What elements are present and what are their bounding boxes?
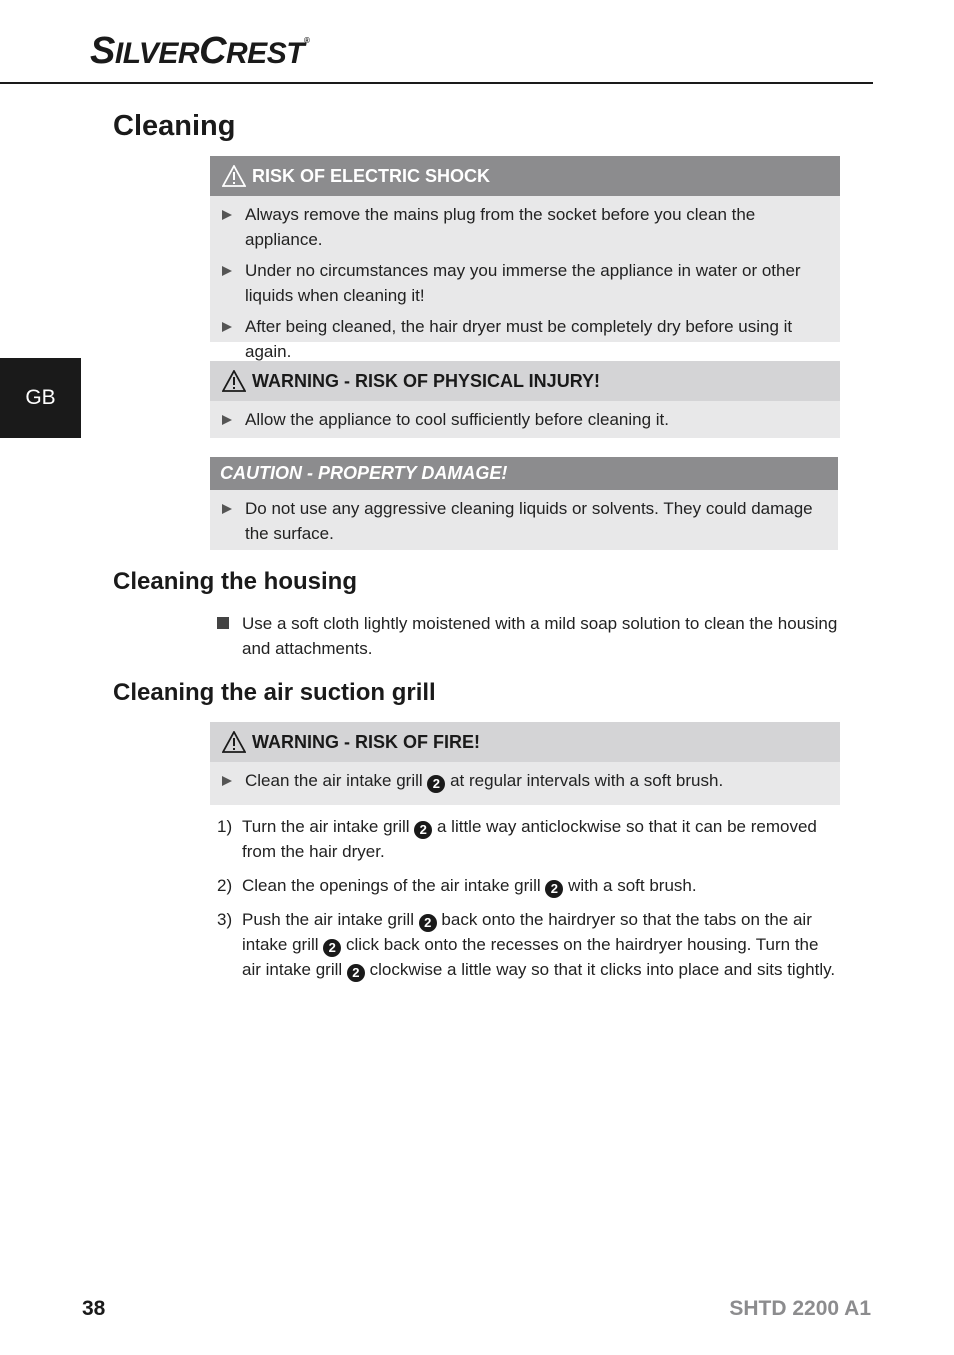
bullet-arrow-icon [222, 504, 232, 514]
list-item: Always remove the mains plug from the socket before you clean the appliance. [210, 202, 830, 252]
electric-shock-list [210, 196, 840, 370]
part-number-badge: 2 [427, 775, 445, 793]
fire-warning-box [210, 722, 840, 805]
part-number-badge: 2 [414, 821, 432, 839]
fire-warning-heading: WARNING - RISK OF FIRE! [210, 722, 840, 762]
housing-section [217, 611, 842, 661]
model-number: SHTD 2200 A1 [729, 1297, 871, 1320]
grill-steps [217, 814, 842, 991]
language-tab: GB [0, 358, 81, 438]
list-item: Do not use any aggressive cleaning liquids or solvents. They could damage the surface. [210, 496, 828, 546]
property-damage-box [210, 457, 838, 550]
bullet-arrow-icon [222, 266, 232, 276]
list-item: Clean the air intake grill 2 at regular intervals with a soft brush. [210, 768, 830, 793]
list-item: Under no circumstances may you immerse the appliance in water or other liquids when cleaning it! [210, 258, 830, 308]
bullet-arrow-icon [222, 415, 232, 425]
step-item: 3) Push the air intake grill 2 back onto the hairdryer so that the tabs on the air intake grill 2 click back onto the recesses on the hairdryer housing. Turn the air intake grill 2 clockwise a little way so that it clicks into place and sits tightly. [217, 910, 836, 980]
bullet-arrow-icon [222, 210, 232, 220]
list-item: Use a soft cloth lightly moistened with a mild soap solution to clean the housing and attachments. [217, 611, 842, 661]
property-damage-heading: CAUTION - PROPERTY DAMAGE! [210, 457, 838, 490]
page-number: 38 [82, 1297, 106, 1320]
fire-warning-list [210, 762, 840, 799]
part-number-badge: 2 [347, 964, 365, 982]
warning-triangle-icon [222, 165, 246, 187]
housing-heading: Cleaning the housing [113, 568, 357, 595]
grill-heading: Cleaning the air suction grill [113, 679, 436, 706]
warning-triangle-icon [222, 731, 246, 753]
electric-shock-heading: RISK OF ELECTRIC SHOCK [210, 156, 840, 196]
bullet-arrow-icon [222, 776, 232, 786]
list-item: After being cleaned, the hair dryer must be completely dry before using it again. [210, 314, 830, 364]
physical-injury-heading: WARNING - RISK OF PHYSICAL INJURY! [210, 361, 840, 401]
header-rule [0, 82, 873, 84]
physical-injury-list [210, 401, 840, 438]
step-item: 2) Clean the openings of the air intake grill 2 with a soft brush. [217, 876, 697, 896]
warning-triangle-icon [222, 370, 246, 392]
physical-injury-box [210, 361, 840, 438]
electric-shock-box [210, 156, 840, 361]
bullet-arrow-icon [222, 322, 232, 332]
list-item: Allow the appliance to cool sufficiently before cleaning it. [210, 407, 830, 432]
brand-logo: SILVERCREST® [90, 30, 310, 72]
part-number-badge: 2 [419, 914, 437, 932]
part-number-badge: 2 [323, 939, 341, 957]
page-title: Cleaning [113, 110, 236, 142]
step-item: 1) Turn the air intake grill 2 a little way anticlockwise so that it can be removed from the hair dryer. [217, 817, 817, 861]
part-number-badge: 2 [545, 880, 563, 898]
property-damage-list [210, 490, 838, 552]
bullet-square-icon [217, 617, 229, 629]
